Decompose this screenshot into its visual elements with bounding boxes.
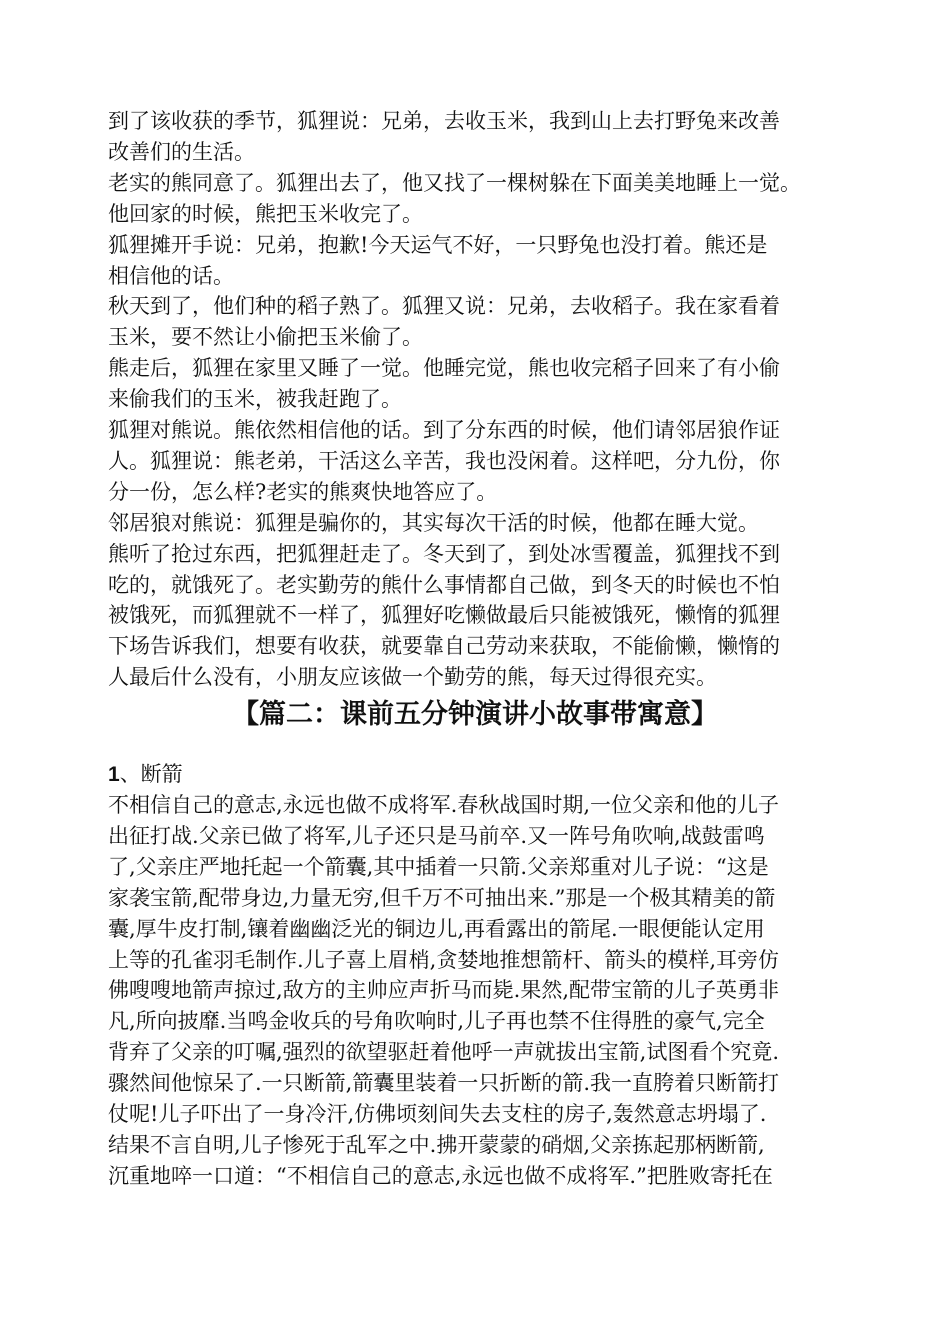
text-line: 佛嗖嗖地箭声掠过,敌方的主帅应声折马而毙.果然,配带宝箭的儿子英勇非: [108, 978, 780, 1003]
text-line: 背弃了父亲的叮嘱,强烈的欲望驱赶着他呼一声就拔出宝箭,试图看个究竟.: [108, 1040, 780, 1065]
text-line: 了,父亲庄严地托起一个箭囊,其中插着一只箭.父亲郑重对儿子说：“这是: [108, 854, 769, 879]
story-number: 1: [108, 763, 120, 786]
text-line: 来偷我们的玉米，被我赶跑了。: [108, 387, 402, 412]
text-line: 上等的孔雀羽毛制作.儿子喜上眉梢,贪婪地推想箭杆、箭头的模样,耳旁仿: [108, 947, 780, 972]
text-line: 家袭宝箭,配带身边,力量无穷,但千万不可抽出来.”那是一个极其精美的箭: [108, 885, 776, 910]
text-line: 出征打战.父亲已做了将军,儿子还只是马前卒.又一阵号角吹响,战鼓雷鸣: [108, 823, 765, 848]
text-line: 吃的，就饿死了。老实勤劳的熊什么事情都自己做，到冬天的时候也不怕: [108, 572, 780, 597]
text-line: 结果不言自明,儿子惨死于乱军之中.拂开蒙蒙的硝烟,父亲拣起那柄断箭,: [108, 1132, 765, 1157]
text-line: 相信他的话。: [108, 263, 234, 288]
text-line: 被饿死，而狐狸就不一样了，狐狸好吃懒做最后只能被饿死，懒惰的狐狸: [108, 603, 780, 628]
text-line: 玉米，要不然让小偷把玉米偷了。: [108, 325, 423, 350]
text-line: 熊走后，狐狸在家里又睡了一觉。他睡完觉，熊也收完稻子回来了有小偷: [108, 356, 780, 381]
text-line: 他回家的时候，熊把玉米收完了。: [108, 201, 423, 226]
text-line: 狐狸摊开手说：兄弟，抱歉!今天运气不好，一只野兔也没打着。熊还是: [108, 232, 768, 257]
story-title-text: 、断箭: [119, 762, 183, 786]
text-line: 沉重地啐一口道：“不相信自己的意志,永远也做不成将军.”把胜败寄托在: [108, 1163, 773, 1188]
text-line: 人。狐狸说：熊老弟，干活这么辛苦，我也没闲着。这样吧，分九份，你: [108, 448, 780, 473]
text-line: 仗呢!儿子吓出了一身冷汗,仿佛顷刻间失去支柱的房子,轰然意志坍塌了.: [108, 1102, 767, 1126]
text-line: 邻居狼对熊说：狐狸是骗你的，其实每次干活的时候，他都在睡大觉。: [108, 510, 759, 535]
text-line: 人最后什么没有，小朋友应该做一个勤劳的熊，每天过得很充实。: [108, 665, 717, 690]
text-line: 熊听了抢过东西，把狐狸赶走了。冬天到了，到处冰雪覆盖，狐狸找不到: [108, 541, 780, 566]
section-heading: 【篇二：课前五分钟演讲小故事带寓意】: [232, 699, 718, 730]
story-title-broken-arrow: [108, 760, 183, 789]
text-line: 不相信自己的意志,永远也做不成将军.春秋战国时期,一位父亲和他的儿子: [108, 793, 780, 817]
text-line: 骤然间他惊呆了.一只断箭,箭囊里装着一只折断的箭.我一直胯着只断箭打: [108, 1071, 780, 1096]
text-line: 到了该收获的季节，狐狸说：兄弟，去收玉米，我到山上去打野兔来改善: [108, 109, 780, 133]
text-line: 下场告诉我们，想要有收获，就要靠自己劳动来获取，不能偷懒，懒惰的: [108, 634, 780, 659]
text-line: 狐狸对熊说。熊依然相信他的话。到了分东西的时候，他们请邻居狼作证: [108, 418, 780, 442]
text-line: 秋天到了，他们种的稻子熟了。狐狸又说：兄弟，去收稻子。我在家看着: [108, 294, 780, 319]
text-line: 改善们的生活。: [108, 139, 255, 164]
text-line: 凡,所向披靡.当鸣金收兵的号角吹响时,儿子再也禁不住得胜的豪气,完全: [108, 1009, 765, 1034]
text-line: 分一份，怎么样?老实的熊爽快地答应了。: [108, 479, 498, 504]
text-line: 囊,厚牛皮打制,镶着幽幽泛光的铜边儿,再看露出的箭尾.一眼便能认定用: [108, 916, 765, 941]
text-line: 老实的熊同意了。狐狸出去了，他又找了一棵树躲在下面美美地睡上一觉。: [108, 170, 801, 195]
